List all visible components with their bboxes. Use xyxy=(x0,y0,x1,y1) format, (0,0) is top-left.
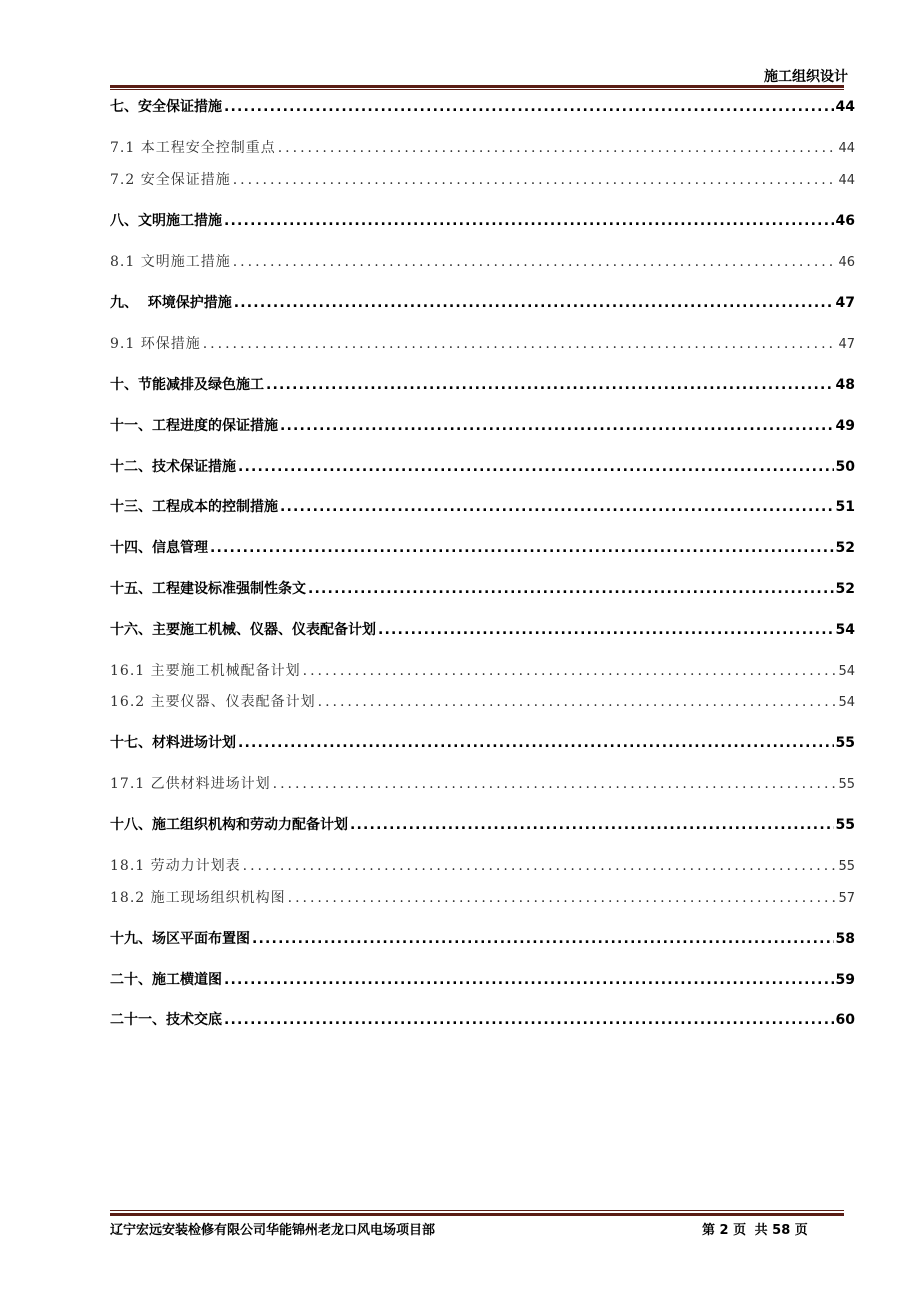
toc-entry-page: 55 xyxy=(835,735,855,751)
header-rule-thin xyxy=(110,89,844,90)
toc-entry-title: 七、安全保证措施 xyxy=(110,99,222,115)
toc-entry-title: 16.2 主要仪器、仪表配备计划 xyxy=(110,694,316,710)
toc-entry-title: 7.2 安全保证措施 xyxy=(110,172,231,188)
toc-entry-page: 54 xyxy=(838,695,855,710)
toc-entry-title: 二十、施工横道图 xyxy=(110,972,222,988)
toc-entry-page: 51 xyxy=(835,499,855,515)
toc-entry[interactable] xyxy=(110,887,855,907)
toc-entry[interactable] xyxy=(110,210,855,230)
footer-rule-thick xyxy=(110,1213,844,1216)
toc-leader-dots xyxy=(278,140,835,156)
toc-leader-dots xyxy=(280,499,834,515)
toc-entry-title: 十、节能减排及绿色施工 xyxy=(110,377,264,393)
toc-entry[interactable] xyxy=(110,456,855,476)
toc-entry-page: 59 xyxy=(835,972,855,988)
toc-entry[interactable] xyxy=(110,928,855,948)
toc-leader-dots xyxy=(210,540,834,556)
toc-entry[interactable] xyxy=(110,814,855,834)
toc-entry[interactable] xyxy=(110,292,855,312)
footer-rule-thin xyxy=(110,1210,844,1211)
toc-leader-dots xyxy=(238,735,834,751)
toc-entry-title: 十六、主要施工机械、仪器、仪表配备计划 xyxy=(110,622,376,638)
footer-page-info xyxy=(702,1219,812,1238)
toc-entry-title: 17.1 乙供材料进场计划 xyxy=(110,776,271,792)
toc-entry-page: 54 xyxy=(838,664,855,679)
toc-entry[interactable] xyxy=(110,773,855,793)
toc-entry[interactable] xyxy=(110,578,855,598)
toc-entry-page: 55 xyxy=(838,859,855,874)
toc-entry-title: 十四、信息管理 xyxy=(110,540,208,556)
toc-entry-page: 44 xyxy=(835,99,855,115)
toc-entry-page: 54 xyxy=(835,622,855,638)
page-header-title: 施工组织设计 xyxy=(764,69,848,85)
toc-leader-dots xyxy=(233,172,835,188)
toc-entry[interactable] xyxy=(110,537,855,557)
toc-entry[interactable] xyxy=(110,169,855,189)
toc-entry-page: 46 xyxy=(835,213,855,229)
toc-entry-title: 十一、工程进度的保证措施 xyxy=(110,418,278,434)
toc-entry-title: 16.1 主要施工机械配备计划 xyxy=(110,663,301,679)
toc-leader-dots xyxy=(243,858,835,874)
toc-leader-dots xyxy=(224,99,834,115)
toc-entry-page: 52 xyxy=(835,581,855,597)
toc-entry[interactable] xyxy=(110,96,855,116)
toc-entry-title: 二十一、技术交底 xyxy=(110,1012,222,1028)
toc-leader-dots xyxy=(303,663,835,679)
footer-company: 辽宁宏远安装检修有限公司华能锦州老龙口风电场项目部 xyxy=(110,1223,436,1238)
toc-entry-title: 18.2 施工现场组织机构图 xyxy=(110,890,286,906)
toc-entry[interactable] xyxy=(110,619,855,639)
toc-entry-title: 9.1 环保措施 xyxy=(110,336,201,352)
toc-entry-page: 48 xyxy=(835,377,855,393)
toc-entry-page: 46 xyxy=(838,255,855,270)
toc-leader-dots xyxy=(203,336,835,352)
toc-leader-dots xyxy=(224,213,834,229)
toc-entry-page: 55 xyxy=(835,817,855,833)
toc-entry-title: 十三、工程成本的控制措施 xyxy=(110,499,278,515)
toc-entry-title: 7.1 本工程安全控制重点 xyxy=(110,140,276,156)
toc-entry-page: 50 xyxy=(835,459,855,475)
toc-entry[interactable] xyxy=(110,496,855,516)
toc-leader-dots xyxy=(233,254,835,270)
toc-entry-page: 60 xyxy=(835,1012,855,1028)
toc-entry-page: 44 xyxy=(838,173,855,188)
toc-entry[interactable] xyxy=(110,855,855,875)
toc-leader-dots xyxy=(378,622,834,638)
toc-entry-page: 58 xyxy=(835,931,855,947)
toc-entry[interactable] xyxy=(110,137,855,157)
toc-leader-dots xyxy=(238,459,834,475)
toc-leader-dots xyxy=(280,418,834,434)
toc-leader-dots xyxy=(252,931,834,947)
toc-entry-title: 十九、场区平面布置图 xyxy=(110,931,250,947)
toc-entry[interactable] xyxy=(110,691,855,711)
toc-entry-page: 52 xyxy=(835,540,855,556)
toc-entry-title: 8.1 文明施工措施 xyxy=(110,254,231,270)
toc-entry-title: 18.1 劳动力计划表 xyxy=(110,858,241,874)
toc-entry[interactable] xyxy=(110,415,855,435)
toc-entry[interactable] xyxy=(110,1009,855,1029)
toc-leader-dots xyxy=(350,817,834,833)
toc-entry[interactable] xyxy=(110,251,855,271)
toc-entry[interactable] xyxy=(110,660,855,680)
toc-entry[interactable] xyxy=(110,732,855,752)
toc-leader-dots xyxy=(288,890,835,906)
toc-leader-dots xyxy=(318,694,835,710)
toc-leader-dots xyxy=(224,1012,834,1028)
toc-entry-page: 44 xyxy=(838,141,855,156)
toc-leader-dots xyxy=(266,377,834,393)
toc-entry-title: 十七、材料进场计划 xyxy=(110,735,236,751)
toc-entry-title: 十五、工程建设标准强制性条文 xyxy=(110,581,306,597)
toc-entry-title: 八、文明施工措施 xyxy=(110,213,222,229)
toc-leader-dots xyxy=(224,972,834,988)
toc-entry-page: 57 xyxy=(838,891,855,906)
toc-entry-page: 49 xyxy=(835,418,855,434)
toc-entry-page: 55 xyxy=(838,777,855,792)
footer-total-pages: 共 58 页 xyxy=(754,1223,808,1238)
toc-entry[interactable] xyxy=(110,969,855,989)
toc-entry[interactable] xyxy=(110,333,855,353)
toc-entry[interactable] xyxy=(110,374,855,394)
header-rule-thick xyxy=(110,85,844,88)
toc-entry-title: 十八、施工组织机构和劳动力配备计划 xyxy=(110,817,348,833)
footer-page-number: 第 2 页 xyxy=(702,1223,747,1238)
toc-entry-page: 47 xyxy=(835,295,855,311)
toc-entry-title: 九、 环境保护措施 xyxy=(110,295,232,311)
toc-entry-title: 十二、技术保证措施 xyxy=(110,459,236,475)
toc-leader-dots xyxy=(234,295,834,311)
toc-leader-dots xyxy=(273,776,835,792)
toc-entry-page: 47 xyxy=(838,337,855,352)
toc-leader-dots xyxy=(308,581,834,597)
